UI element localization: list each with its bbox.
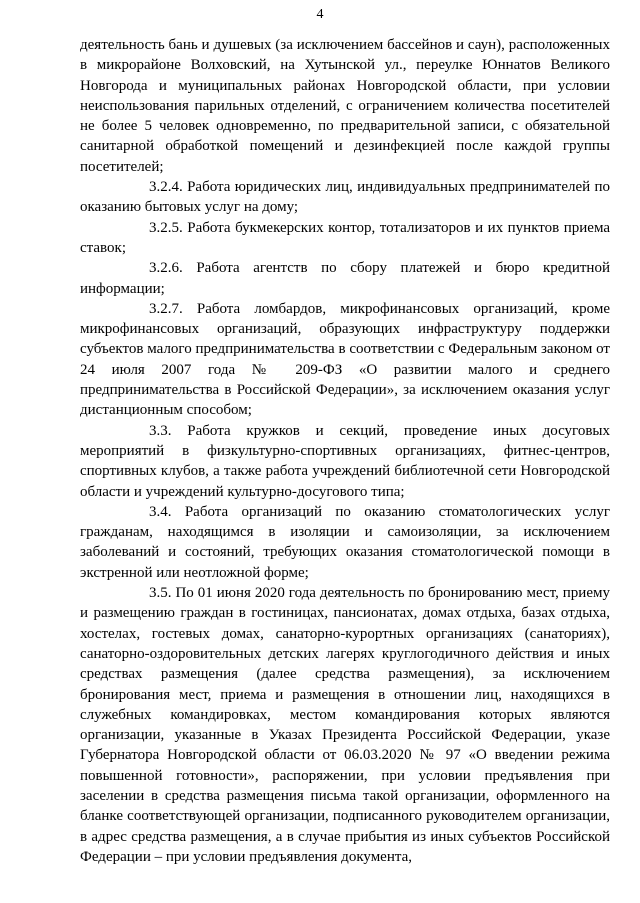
paragraph-3-2-6: 3.2.6. Работа агентств по сбору платежей и бюро кредитной информации; <box>80 260 610 297</box>
paragraph-3-2-4: 3.2.4. Работа юридических лиц, индивидуальных предпринимателей по оказанию бытовых услуг на дому; <box>80 179 610 216</box>
page-number: 4 <box>316 7 324 22</box>
paragraph-3-3: 3.3. Работа кружков и секций, проведение иных досуговых мероприятий в физкультурно-спортивных организациях, фитнес-центров, спортивных клубов, а также работа учреждений библиотечной сети Новгородской области и учреждений культурно-досугового типа; <box>80 422 610 500</box>
paragraph-bath-facilities-continued: деятельность бань и душевых (за исключением бассейнов и саун), расположенных в микрорайоне Волховский, на Хутынской ул., переулке Юннатов Великого Новгорода и муниципальных районах Новгородской области, при условии неиспользования парильных отделений, с ограничением количества посетителей не более 5 человек одновременно, по предварительной записи, с обязательной санитарной обработкой помещений и дезинфекцией после каждой группы посетителей; <box>80 37 610 175</box>
paragraph-3-2-5: 3.2.5. Работа букмекерских контор, тотализаторов и их пунктов приема ставок; <box>80 219 610 256</box>
paragraph-3-5: 3.5. По 01 июня 2020 года деятельность по бронированию мест, приему и размещению граждан в гостиницах, пансионатах, домах отдыха, базах отдыха, хостелах, гостевых домах, санаторно-курортных организациях (санаториях), санаторно-оздоровительных детских лагерях круглогодичного действия и иных средствах размещения (далее средства размещения), за исключением бронирования мест, приема и размещения в отношении лиц, находящихся в служебных командировках, местом командирования которых являются организации, указанные в Указах Президента Российской Федерации, указе Губернатора Новгородской области от 06.03.2020 № 97 «О введении режима повышенной готовности», распоряжении, при условии предъявления при заселении в средства размещения письма такой организации, оформленного на бланке соответствующей организации, подписанного руководителем организации, в адрес средства размещения, а в случае прибытия из иных субъектов Российской Федерации – при условии предъявления документа, <box>80 585 610 865</box>
paragraph-3-2-7: 3.2.7. Работа ломбардов, микрофинансовых организаций, кроме микрофинансовых организаций, образующих инфраструктуру поддержки субъектов малого предпринимательства в соответствии с Федеральным законом от 24 июля 2007 года № 209-ФЗ «О развитии малого и среднего предпринимательства в Российской Федерации», за исключением оказания услуг дистанционным способом; <box>80 300 610 419</box>
paragraph-3-4: 3.4. Работа организаций по оказанию стоматологических услуг гражданам, находящимся в изоляции и самоизоляции, за исключением заболеваний и состояний, требующих оказания стоматологической помощи в экстренной или неотложной форме; <box>80 503 610 581</box>
document-body <box>80 35 610 867</box>
